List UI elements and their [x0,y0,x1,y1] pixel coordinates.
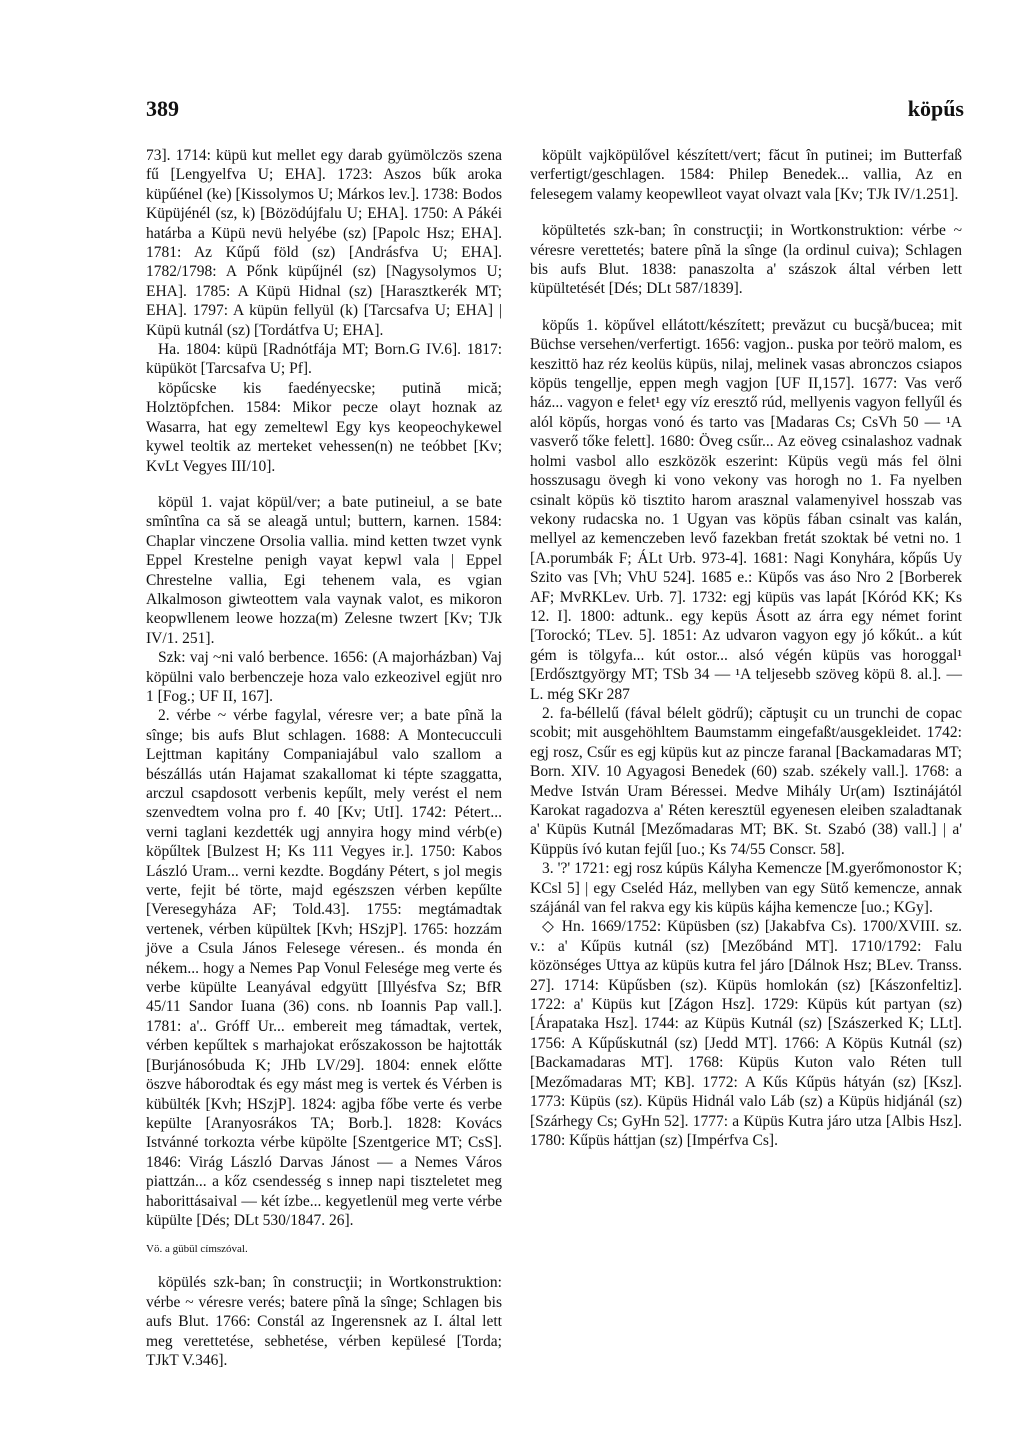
entry-kopul: köpül 1. vajat köpül/ver; a bate putineiul, a se bate smîntîna ca să se aleagă untul; buttern, karnen. 1584: Chaplar vinczene Orsolia vallia. mind ketten twzet vynk Eppel Krestelne penigh vayat kepwl vala | Eppel Chrestelne vallia, Egi tehenem vala, es vgian Alkalmoson giwteottem vala vaynak valot, es mikoron keopwllenem leowe hozza(m) Zelesne twzert [Kv; TJk IV/1. 251]. [146,493,502,647]
entry-kopus-sense-3: 3. '?' 1721: egj rosz kúpüs Kályha Kemencze [M.gyerőmonostor K; KCsl 5] | egy Cseléd Ház, mellyben van egy Sütő kemencze, annak szájánál van fel rakva egy kis küpüs kájha kemencze [uo.; KGy]. [530,860,962,917]
entry-place-names: Ha. 1804: küpü [Radnótfája MT; Born.G IV.6]. 1817: küpüköt [Tarcsafva U; Pf]. [146,341,502,378]
page-number: 389 [146,96,179,121]
right-column [530,146,962,1150]
entry-kopul-sense-2: 2. vérbe ~ vérbe fagylal, véresre ver; a bate pînă la sînge; bis aufs Blut schlagen. 1688: A Montecucculi Lejttman kapitány Companiajábul valo szallom a bészállás után Hajamat szakallomat ki tépte szaggatta, arczul csapdosott verbenis kepűlt, mely verést el nem szenvedtem volna pro f. 40 [Kv; UtI]. 1742: Pétert... verni taglani kezdették ugj annyira hogy mind vérb(e) köpűltek [Bulzest H; Ks 111 Vegyes ir.]. 1750: Kabos László Uram... verni kezdte. Bogdány Pétert, s jol megis verte, fejit bé törte, majd egészszen vérben kepűlte [Veresegyháza AF; Told.43]. 1755: megtámadtak vertenek, vérben küpültek [Kvh; HSzjP]. 1765: hozzám jöve a Csula János Felesege véresen.. és monda én nékem... hogy a Nemes Pap Vonul Felesége meg verte és verbe küpülte Leanyával edgyütt [Illyésfva Sz; BfR 45/11 Sandor Iuana (36) cons. nb Ioannis Pap vall.]. 1781: a'.. Gróff Ur... embereit meg támadtak, vertek, vérben kepűltek s marhajokat erőszakosson be hajtották [Burjánosóbuda K; JHb LV/29]. 1804: ennek előtte öszve háborodtak és egy mást meg is vertek és Vérben is kübülték [Kvh; HSzjP]. 1824: agjba főbe verte és verbe kepülte [Aranyosrákos TA; Borb.]. 1828: Kovács Istvánné torkozta vérbe küpölte [Szentgerice MT; CsS]. 1846: Virág László Darvas Jánost — a Nemes Város piattzán... a kőz csendesség s innep napi tiszteletet meg haborittásaival — két ízbe... kegyetlenül meg verte vérbe küpülte [Dés; DLt 530/1847. 26]. [146,707,502,1229]
entry-continuation: 73]. 1714: küpü kut mellet egy darab gyümölczös szena fű [Lengyelfva U; EHA]. 1723: Aszos bűk aroka küpűénel (ke) [Kissolymos U; Márkos lev.]. 1738: Bodos Küpüjénél (sz, k) [Bözödújfalu U; EHA]. 1750: A Pákéi határba a Küpü nevü helyébe (sz) [Papolc Hsz; EHA]. 1781: Az Kűpű föld (sz) [Andrásfva U; EHA]. 1782/1798: A Pőnk küpűjnél (sz) [Nagysolymos U; EHA]. 1785: A Küpü Hidnal (sz) [Harasztkerék MT; EHA]. 1797: A küpün fellyül (k) [Tarcsafva U; EHA] | Küpü kutnál (sz) [Tordátfva U; EHA]. [146,147,502,339]
entry-kopult: köpült vajköpülővel készített/vert; făcut în putinei; im Butterfaß verfertigt/geschlagen. 1584: Philep Benedek... vallia, Az en felesegem valamy keopewlleot vayat olvazt vala [Kv; TJk IV/1.251]. [530,147,962,203]
entry-kopus: köpűs 1. köpűvel ellátott/készített; prevăzut cu bucşă/bucea; mit Büchse versehen/verfertigt. 1656: vagjon.. puska por teörö malom, es keszittö haz réz keolüs küpüs, nilaj, melinek vasas abronczos csiapos köpüs tengellje, eppen megh vagjon [UF II,157]. 1677: Vas verő ház... vagyon e felet¹ egy víz eresztő rúd, mellyenis vagyon fellyűl és alól köpűs, horgas vonó és tarto vas [Madaras Cs; CsVh 50 — ¹A vasverő tőke felett]. 1680: Öveg csűr... Az eöveg csinalashoz vadnak holmi vasbol allo eszközök eszerint: Küpüs vegü más fel ölni hosszusagu övegh ki vono vekony vas horogh no 1. Fa nyelben csinalt köpüs kö tisztito harom arasznal valamenyivel hosszab vas vekony rudacska no. 1 Ugyan vas köpüs fában csinalt vas kalán, mellyel az kemenczeben levő fazekban fretát szoktak bé vetni no. 1 [A.porumbák F; ÁLt Urb. 973-4]. 1681: Nagi Konyhára, kőpűs Uy Szito vas [Vh; VhU 524]. 1685 e.: Küpős vas áso Nro 2 [Borberek AF; MvRKLev. Urb. 7]. 1732: egj küpüs vas lapát [Kóród KK; Ks 12. I]. 1800: adtunk.. egy kepüs Ásott az árra egy német forint [Torockó; TLev. 5]. 1851: Az udvaron vagyon egy jó kőkút.. a kút gém is tölgyfa... kút ostor... alsó végén küpüs vas horoggal¹ [Erdősztgyörgy MT; TSb 34 — ¹A teljesebb szöveg köpü 8. al.]. — L. még SKr 287 [530,316,962,703]
cross-reference: Vö. a gübül címszóval. [146,1243,248,1256]
entry-kopul-szk: Szk: vaj ~ni való berbence. 1656: (A majorházban) Vaj köpülni valo berbenczeje hoza valo ezkeozivel egjüt nro 1 [Fog.; UF II, 167]. [146,649,502,705]
left-column [146,146,502,1370]
entry-kopucske: köpűcske kis faedényecske; putină mică; Holztöpfchen. 1584: Mikor pecze olayt hoznak az Wasarra, hat egy zemeltewl Egy kys keopeochykewel kywel teoltik az merteket vehessen(n) ne teóbbet [Kv; KvLt Vegyes III/10]. [146,379,502,475]
entry-kopus-place-names: ◇ Hn. 1669/1752: Küpüsben (sz) [Jakabfva Cs). 1700/XVIII. sz. v.: a' Kűpüs kutnál (sz) [Mezőbánd MT]. 1710/1792: Falu közönséges Uttya az küpüs kutra fel járo [Dálnok Hsz; BLev. Transs. 27]. 1714: Küpűsben (sz). Küpüs homlokán (sz) [Kászonfeltiz]. 1722: a' Küpüs kut [Zágon Hsz]. 1729: Küpüs kút partyan (sz) [Árapataka Hsz]. 1744: az Küpüs Kutnál (sz) [Szászerked K; LLt]. 1756: A Kűpűskutnál (sz) [Jedd MT]. 1766: A Köpüs Kutnál (sz) [Backamadaras MT]. 1768: Küpüs Kuton valo Réten tull [Mezőmadaras MT; KB]. 1772: A Kűs Kűpüs hátyán (sz) [Ksz]. 1773: Küpüs (sz). Küpüs Hidnál valo Láb (sz) a Küpüs hidjánál (sz) [Szárhegy Cs; GyHn 52]. 1777: a Küpüs Kutra járo utza [Albis Hsz]. 1780: Kűpüs háttjan (sz) [Impérfva Cs]. [530,918,962,1149]
entry-kopules: köpülés szk-ban; în construcţii; in Wortkonstruktion: vérbe ~ véresre verés; batere pînă la sînge; Schlagen bis aufs Blut. 1766: Constál az Ingerensnek az I. által lett meg verettetése, sebhetése, vérben kepülesé [Torda; TJkT V.346]. [146,1274,502,1369]
entry-kopultetes: köpültetés szk-ban; în construcţii; in Wortkonstruktion: vérbe ~ véresre verettetés; batere pînă la sînge (la ordinul cuiva); Schlagen bis aufs Blut. 1838: panaszolta a' szászok által vérben lett küpültetését [Dés; DLt 587/1839]. [530,222,962,298]
entry-kopus-sense-2: 2. fa-béllelű (fával bélelt gödrű); căptuşit cu un trunchi de copac scobit; mit ausgehöhltem Baumstamm eingefaßt/ausgekleidet. 1742: egj rosz, Csűr es egj küpüs kut az pincze faranal [Backamadaras MT; Born. XIV. 10 Agyagosi Benedek (60) szab. székely vall.]. 1768: a Medve István Uram Béressei. Medve Mihály Ur(am) Isztinájától Karokat ragadozva a' Réten keresztül egyenesen eleiben szaladtanak a' Küpüs Kutnál [Mezőmadaras MT; BK. St. Szabó (38) vall.] | a' Küppüs ívó kutan fejűl [uo.; Ks 74/55 Conscr. 58]. [530,704,962,858]
running-head: köpűs [907,96,964,121]
